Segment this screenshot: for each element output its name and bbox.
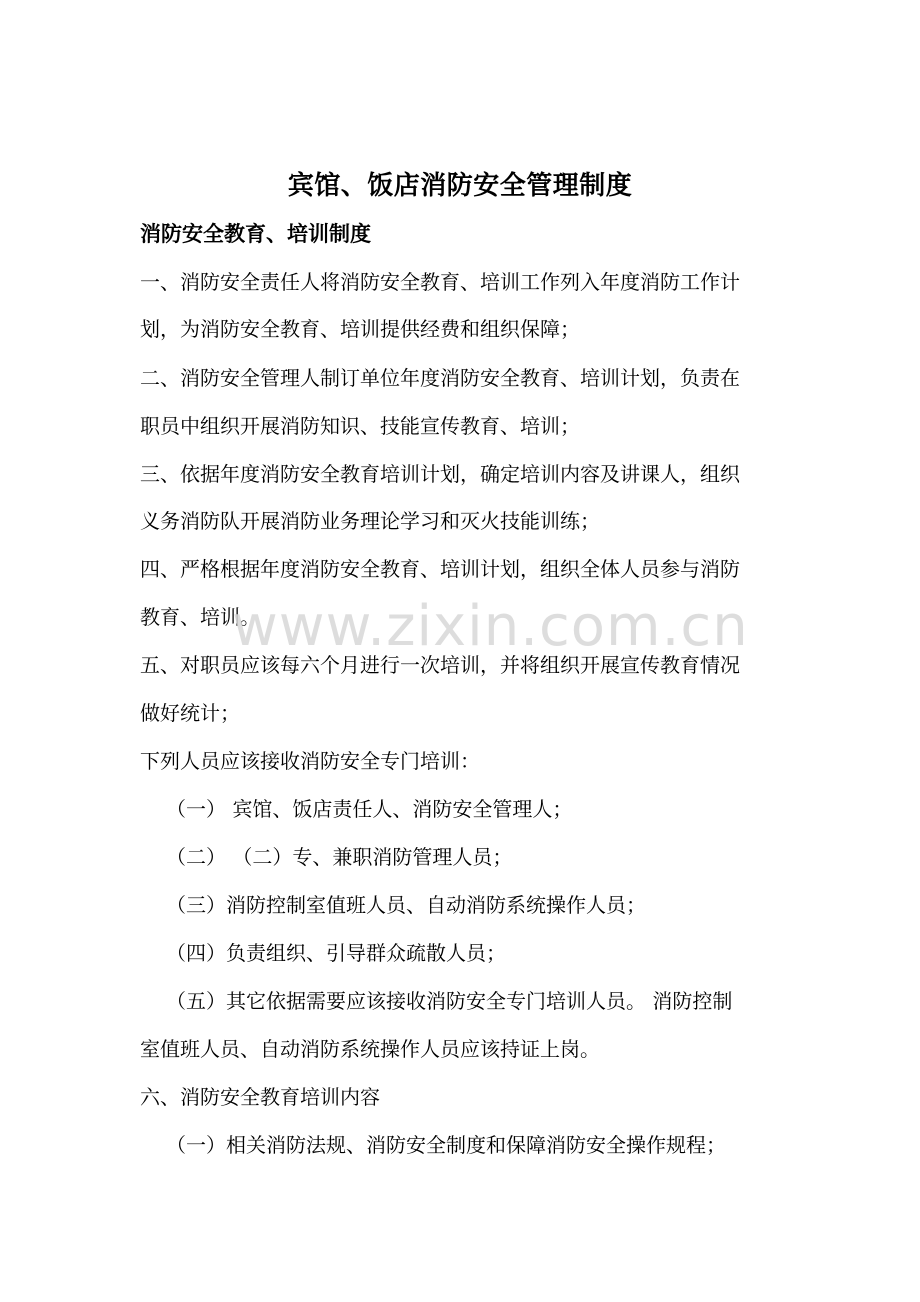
list-item: （三）消防控制室值班人员、自动消防系统操作人员；: [166, 893, 646, 917]
section-heading: 消防安全教育、培训制度: [140, 221, 371, 246]
list-item: （五）其它依据需要应该接收消防安全专门培训人员。 消防控制: [166, 989, 733, 1013]
paragraph-line: 室值班人员、自动消防系统操作人员应该持证上岗。: [140, 1037, 600, 1061]
paragraph-line: 下列人员应该接收消防安全专门培训：: [140, 749, 480, 773]
paragraph-line: 教育、培训。: [140, 605, 260, 629]
paragraph-line: 义务消防队开展消防业务理论学习和灭火技能训练；: [140, 509, 600, 533]
list-item: （二） （二）专、兼职消防管理人员；: [166, 845, 513, 869]
paragraph-line: 职员中组织开展消防知识、技能宣传教育、培训；: [140, 414, 580, 438]
paragraph-line: 做好统计；: [140, 701, 240, 725]
paragraph-line: 五、对职员应该每六个月进行一次培训，并将组织开展宣传教育情况: [140, 653, 740, 677]
paragraph-line: 二、消防安全管理人制订单位年度消防安全教育、培训计划，负责在: [140, 366, 740, 390]
list-item: （一） 宾馆、饭店责任人、消防安全管理人；: [166, 797, 573, 821]
paragraph-line: 划，为消防安全教育、培训提供经费和组织保障；: [140, 317, 580, 341]
paragraph-line: 一、消防安全责任人将消防安全教育、培训工作列入年度消防工作计: [140, 270, 740, 294]
paragraph-line: 四、严格根据年度消防安全教育、培训计划，组织全体人员参与消防: [140, 557, 740, 581]
document-title: 宾馆、饭店消防安全管理制度: [287, 171, 633, 201]
list-item: （一）相关消防法规、消防安全制度和保障消防安全操作规程；: [166, 1133, 726, 1157]
paragraph-line: 三、依据年度消防安全教育培训计划，确定培训内容及讲课人，组织: [140, 462, 740, 486]
paragraph-line: 六、消防安全教育培训内容: [140, 1085, 380, 1109]
list-item: （四）负责组织、引导群众疏散人员；: [166, 941, 506, 965]
watermark: www.zixin.com.cn: [232, 594, 749, 659]
